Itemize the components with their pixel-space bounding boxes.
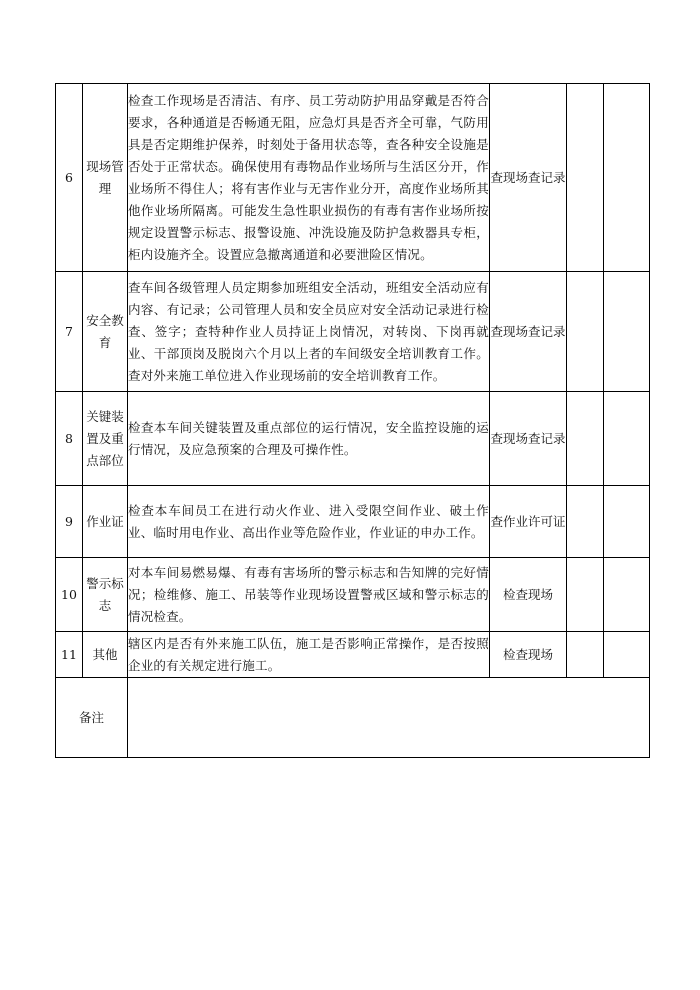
check-content: 辖区内是否有外来施工队伍，施工是否影响正常操作，是否按照企业的有关规定进行施工。: [128, 632, 490, 678]
note-cell: [604, 272, 650, 392]
check-method: 检查现场: [490, 558, 567, 632]
row-number: 10: [56, 558, 83, 632]
table-row: [56, 84, 650, 272]
remark-label: 备注: [56, 678, 128, 758]
note-cell: [604, 84, 650, 272]
check-item: 警示标志: [83, 558, 128, 632]
table-row: [56, 392, 650, 486]
result-cell: [567, 558, 604, 632]
check-item: 关键装置及重点部位: [83, 392, 128, 486]
remark-field[interactable]: [128, 678, 650, 758]
check-method: 检查现场: [490, 632, 567, 678]
note-cell: [604, 558, 650, 632]
note-cell: [604, 486, 650, 558]
row-number: 11: [56, 632, 83, 678]
check-content: 检查本车间员工在进行动火作业、进入受限空间作业、破土作业、临时用电作业、高出作业等危险作业，作业证的申办工作。: [128, 486, 490, 558]
row-number: 9: [56, 486, 83, 558]
check-item: 安全教育: [83, 272, 128, 392]
table-row: [56, 272, 650, 392]
check-content: 查车间各级管理人员定期参加班组安全活动，班组安全活动应有内容、有记录；公司管理人员和安全员应对安全活动记录进行检查、签字；查特种作业人员持证上岗情况，对转岗、下岗再就业、干部顶岗及脱岗六个月以上者的车间级安全培训教育工作。查对外来施工单位进入作业现场前的安全培训教育工作。: [128, 272, 490, 392]
result-cell: [567, 84, 604, 272]
check-content: 检查工作现场是否清洁、有序、员工劳动防护用品穿戴是否符合要求，各种通道是否畅通无阻，应急灯具是否齐全可靠，气防用具是否定期维护保养，时刻处于备用状态等，查各种安全设施是否处于正常状态。确保使用有毒物品作业场所与生活区分开，作业场所不得住人；将有害作业与无害作业分开，高度作业场所其他作业场所隔离。可能发生急性职业损伤的有毒有害作业场所按规定设置警示标志、报警设施、冲洗设施及防护急救器具专柜，柜内设施齐全。设置应急撤离通道和必要泄险区情况。: [128, 84, 490, 272]
check-content: 检查本车间关键装置及重点部位的运行情况，安全监控设施的运行情况，及应急预案的合理及可操作性。: [128, 392, 490, 486]
table-row: [56, 632, 650, 678]
result-cell: [567, 272, 604, 392]
check-method: 查作业许可证: [490, 486, 567, 558]
check-item: 现场管理: [83, 84, 128, 272]
row-number: 6: [56, 84, 83, 272]
table-row: [56, 558, 650, 632]
remark-row: [56, 678, 650, 758]
note-cell: [604, 632, 650, 678]
check-method: 查现场查记录: [490, 272, 567, 392]
result-cell: [567, 392, 604, 486]
row-number: 7: [56, 272, 83, 392]
table-row: [56, 486, 650, 558]
note-cell: [604, 392, 650, 486]
inspection-table: [55, 83, 650, 758]
check-item: 其他: [83, 632, 128, 678]
check-method: 查现场查记录: [490, 84, 567, 272]
check-method: 查现场查记录: [490, 392, 567, 486]
result-cell: [567, 486, 604, 558]
check-content: 对本车间易燃易爆、有毒有害场所的警示标志和告知牌的完好情况；检维修、施工、吊装等作业现场设置警戒区域和警示标志的情况检查。: [128, 558, 490, 632]
check-item: 作业证: [83, 486, 128, 558]
result-cell: [567, 632, 604, 678]
row-number: 8: [56, 392, 83, 486]
